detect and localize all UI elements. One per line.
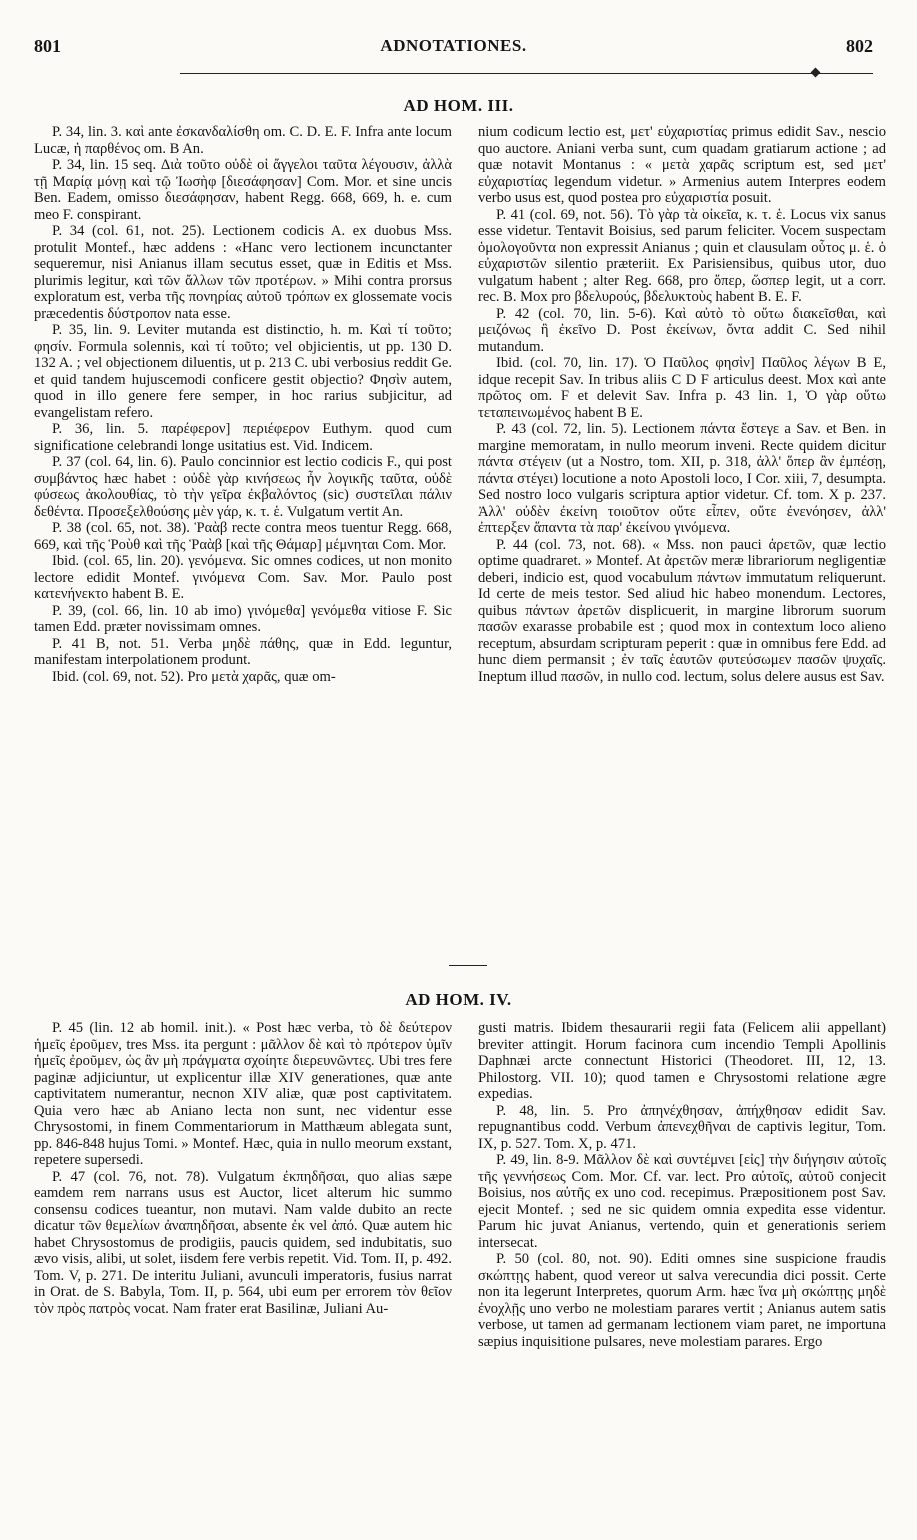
paragraph: P. 47 (col. 76, not. 78). Vulgatum ἐκπηδῆσαι, quo alias sæpe eamdem rem narrans usus est Auctor, licet alterum hic summo consensu codices tueantur, non mutavi. Nam valde dubito an recte dicatur τῶν θεμελίων ἀναπηδῆσαι, absente ἐκ vel ἀπό. Quæ autem hic habet Chrysostomus de prodigiis, paucis quidem, sed indubitatis, suo ævo visis, alibi, ut solet, iisdem fere verbis repetit. Vid. Tom. II, p. 492. Tom. V, p. 271. De interitu Juliani, avunculi imperatoris, fusius narrat in Orat. de S. Babyla, Tom. II, p. 564, ubi eum per errorem τὸν θεῖον τὸν πρὸς πατρὸς vocat. Nam frater erat Basilinæ, Juliani Au- [34,1168,452,1317]
paragraph: P. 36, lin. 5. παρέφερον] περιέφερον Euthym. quod cum significatione celebrandi longe usitatius est. Vid. Indicem. [34,421,452,454]
paragraph: Ibid. (col. 65, lin. 20). γενόμενα. Sic omnes codices, ut non monito lectore edidit Montef. γινόμενα Com. Sav. Mor. Paulo post κατενήνεκτο habent B. E. [34,553,452,602]
running-title: ADNOTATIONES. [380,36,527,55]
paragraph: P. 39, (col. 66, lin. 10 ab imo) γινόμεθα] γενόμεθα vitiose F. Sic tamen Edd. præter novissimam omnes. [34,602,452,635]
paragraph: nium codicum lectio est, μετ' εὐχαριστίας primus edidit Sav., nescio quo auctore. Aniani verba sunt, cum quadam gratiarum actione ; ad quæ notavit Montanus : « μετὰ χαρᾶς scriptum est, sed μετ' εὐχαριστίας legendum videtur. » Armenius autem Interpres eodem verbo usus est, quod postea pro εὐχαριστία posuit. [478,124,886,206]
paragraph: P. 50 (col. 80, not. 90). Editi omnes sine suspicione fraudis σκώπτῃς habent, quod vereor ut salva verecundia dici possit. Certe non ita legerunt Interpretes, quorum Arm. hæc ἵνα μὴ σκώπτῃς μηδὲ ἐνοχλῇς uno verbo ne molestiam parares vertit ; Anianus autem satis verbose, ut tamen ad germanam lectionem viam paret, ne importuna sæpius inquisitione pulsares, neve molestiam parares. Ergo [478,1251,886,1350]
paragraph: P. 41 B, not. 51. Verba μηδὲ πάθης, quæ in Edd. leguntur, manifestam interpolationem produnt. [34,635,452,668]
paragraph: Ibid. (col. 70, lin. 17). Ὁ Παῦλος φησὶν] Παῦλος λέγων B E, idque recepit Sav. In tribus aliis C D F articulus deest. Mox καὶ ante πρῶτος om. F et delevit Sav. Infra p. 43 lin. 1, Ὁ γὰρ οὕτω τεταπεινωμένος habent B E. [478,355,886,421]
column-left-hom-3 [34,124,452,685]
paragraph: P. 43 (col. 72, lin. 5). Lectionem πάντα ἔστεγε a Sav. et Ben. in margine memoratam, in nullo meorum inveni. Recte quidem dicitur πάντα στέγειν (ut a Nostro, tom. XII, p. 318, ἀλλ' ὅπερ ἂν ἐμπέσῃ, πάντα στέγει) locutione a noto Apostoli loco, I Cor. xiii, 7, desumpta. Sed nostro loco vulgaris scriptura aptior videtur. Cf. tom. X p. 237. Ἀλλ' οὐδὲν ἐκείνη τοιοῦτον οὔτε εἶπεν, οὔτε ἐνενόησεν, ἀλλ' ἐπτερξεν ἅπαντα τὰ παρ' ἐκείνου γινόμενα. [478,421,886,536]
column-right-hom-4 [478,1020,886,1350]
paragraph: gusti matris. Ibidem thesaurarii regii fata (Felicem alii appellant) breviter attingit. Horum facinora cum incendio Templi Apollinis Daphnæi arcte connectunt Historici (Theodoret. III, 12, 13. Philostorg. VII. 10); quod tamen e Chrysostomi relatione ægre expedias. [478,1020,886,1102]
paragraph: P. 45 (lin. 12 ab homil. init.). « Post hæc verba, τὸ δὲ δεύτερον ἡμεῖς ἐροῦμεν, tres Mss. ita pergunt : μᾶλλον δὲ καὶ τὸ πρότερον ὑμῖν ἡμεῖς ἐροῦμεν, ὡς ἂν μὴ πράγματα σχοίητε διερευνῶντες. Ubi tres fere paginæ adjiciuntur, ut explicentur illæ XIV generationes, quæ ante captivitatem numerantur, necnon XIV aliæ, quæ post captivitatem. Quia vero hæc ab Aniano lecta non sunt, nec videntur esse Chrysostomi, in finem Commentariorum in Matthæum ablegata sunt, pp. 846-848 hujus Tomi. » Montef. Hæc, quia in nullo meorum exstant, repetere supersedi. [34,1020,452,1168]
paragraph: P. 34, lin. 15 seq. Διὰ τοῦτο οὐδὲ οἱ ἄγγελοι ταῦτα λέγουσιν, ἀλλὰ τῇ Μαρίᾳ μόνῃ καὶ τῷ Ἰωσὴφ [διεσάφησαν] Com. Mor. et sine uncis Ben. Eadem, omisso διεσάφησαν, habent Regg. 668, 669, h. e. cum meo F. conspirant. [34,157,452,223]
paragraph: P. 37 (col. 64, lin. 6). Paulo concinnior est lectio codicis F., qui post συμβάντος hæc habet : οὐδὲ γὰρ κινήσεως ἦν λογικῆς ταῦτα, οὐδὲ φύσεως ἀκολουθίας, τὸ τὴν γεῖρα ἐκβαλόντος (sic) συστεῖλαι πάλιν δεθέντα. Προσεξελθούσης μὲν γάρ, κ. τ. ἑ. Vulgatum vertit An. [34,454,452,520]
paragraph: P. 35, lin. 9. Leviter mutanda est distinctio, h. m. Καὶ τί τοῦτο; φησίν. Formula solennis, καὶ τί τοῦτο; vel objicientis, ut pp. 130 D. 132 A. ; vel objectionem diluentis, ut p. 213 C. ubi verbosius reddit Ge. et quid tandem hujuscemodi conficere gestit objectio? Φησὶν autem, quod in illo genere fere semper, in hoc rarius subjicitur, ad evangelistam refero. [34,322,452,421]
section-divider [449,965,487,966]
paragraph: P. 48, lin. 5. Pro ἀπηνέχθησαν, ἀπήχθησαν edidit Sav. repugnantibus codd. Verbum ἀπενεχθῆναι de captivis legitur, Tom. IX, p. 527. Tom. X, p. 471. [478,1102,886,1152]
paragraph: P. 44 (col. 73, not. 68). « Mss. non pauci ἀρετῶν, quæ lectio optime quadraret. » Montef. At ἀρετῶν meræ librariorum negligentiæ deberi, indicio est, quod vocabulum πάντων immutatum reliquerunt. Id certe de meis testor. Sed aliud hic habeo monendum. Lectores, quibus πάντων ἀρετῶν displicuerit, in margine librorum suorum πασῶν exarasse probabile est ; quod mox in contextum loco alieno receptum, absurdam scripturam peperit : quæ in omnibus fere Edd. ad hunc diem permansit ; ἐν ταῖς ἑαυτῶν φυτεύσωμεν πασῶν ψυχαῖς. Ineptum illud πασῶν, in nullo cod. lectum, solus delere ausus est Sav. [478,536,886,685]
paragraph: P. 41 (col. 69, not. 56). Τὸ γὰρ τὰ οἰκεῖα, κ. τ. ἑ. Locus vix sanus esse videtur. Tentavit Boisius, sed parum feliciter. Vocem suspectam ὁμολογοῦντα non expressit Anianus ; quin et clausulam οὗτος μ. ἑ. ὁ εὐχαριστῶν silentio præteriit. Ex Parisiensibus, quibus utor, duo vulgatum habent ; alter Reg. 668, pro ὅπερ, ὥσπερ legit, ut a corr. rec. B. Mox pro βδελυρούς, βδελυκτοὺς habent B. E. F. [478,206,886,305]
section-title-hom-4: AD HOM. IV. [405,990,512,1009]
header-rule [180,73,873,74]
column-left-hom-4 [34,1020,452,1317]
header-ornament [811,68,821,78]
paragraph: Ibid. (col. 69, not. 52). Pro μετὰ χαρᾶς, quæ om- [52,668,336,685]
paragraph: P. 42 (col. 70, lin. 5-6). Καὶ αὐτὸ τὸ οὕτω διακεῖσθαι, καὶ μειζόνως ἢ ἐκεῖνο D. Post ἐκείνων, ὄντα addit C. Sed nihil mutandum. [478,305,886,355]
paragraph: P. 34 (col. 61, not. 25). Lectionem codicis A. ex duobus Mss. protulit Montef., hæc addens : «Hanc vero lectionem incunctanter sequeremur, nisi Anianus illam secutus esset, quæ in Editis et Mss. plurimis legitur, καὶ τῶν ἄλλων τῶν προτέρων. » Mihi contra prorsus exploratum est, verba τῆς πονηρίας αὐτοῦ τρόπων ex glossemate vocis præcedentis δύστροπον nata esse. [34,223,452,322]
running-head [34,36,873,58]
paragraph: P. 49, lin. 8-9. Μᾶλλον δὲ καὶ συντέμνει [εἰς] τὴν διήγησιν αὐτοῖς τῆς γεννήσεως Com. Mor. Cf. var. lect. Pro αὐτοῖς, αὐτοῦ conjecit Boisius, nos αὐτῆς ex uno cod. recepimus. Præpositionem post Sav. ejecit Montef. ; sed ne sic quidem omnia expedita esse videntur. Parum hic juvat Anianus, vertendo, quin et generationis seriem intersecat. [478,1152,886,1251]
page-number-right: 802 [846,36,873,56]
column-right-hom-3 [478,124,886,685]
section-title-hom-3: AD HOM. III. [403,96,514,115]
page-number-left: 801 [34,36,61,56]
paragraph: P. 34, lin. 3. καὶ ante ἐσκανδαλίσθη om. C. D. E. F. Infra ante locum Lucæ, ἡ παρθένος om. B An. [34,124,452,157]
paragraph: P. 38 (col. 65, not. 38). Ῥαὰβ recte contra meos tuentur Regg. 668, 669, καὶ τῆς Ῥοὺθ καὶ τῆς Ῥαὰβ [καὶ τῆς Θάμαρ] μέμνηται Com. Mor. [34,520,452,553]
